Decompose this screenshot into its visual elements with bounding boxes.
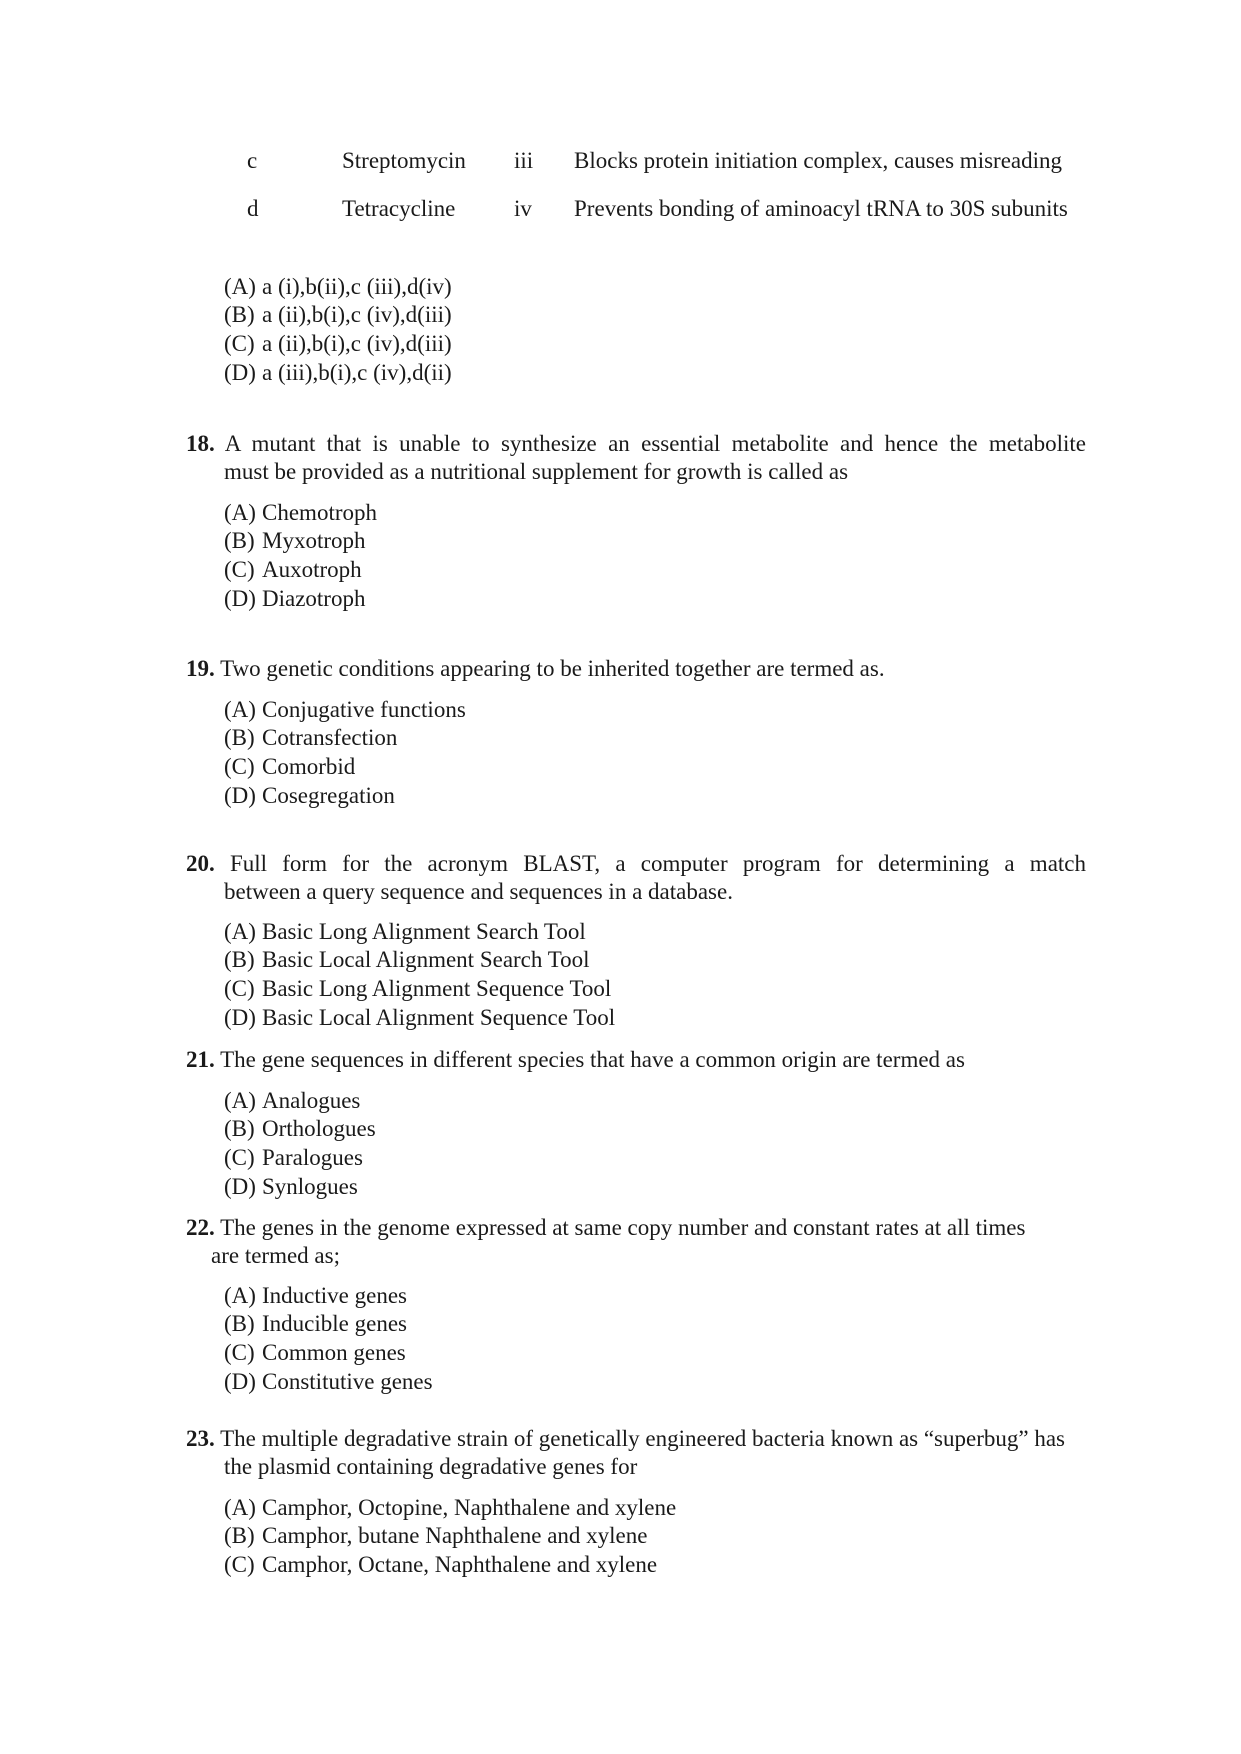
option-label: (B) [224,1523,255,1548]
match-table-row [0,196,1241,226]
option-a[interactable] [224,1495,676,1521]
option-text: a (iii),b(i),c (iv),d(ii) [262,360,452,385]
option-text: Myxotroph [262,528,366,553]
match-effect: Blocks protein initiation complex, causes misreading [574,148,1063,173]
option-label: (D) [224,360,256,385]
option-text: Auxotroph [262,557,362,582]
question-text: between a query sequence and sequences in a database. [224,879,733,904]
option-a[interactable] [224,1283,407,1309]
option-b[interactable] [224,1311,407,1337]
option-text: Diazotroph [262,586,366,611]
option-text: Basic Long Alignment Search Tool [262,919,586,944]
option-label: (C) [224,1145,255,1170]
option-a[interactable] [224,697,466,723]
option-a[interactable] [224,500,377,526]
option-label: (C) [224,1552,255,1577]
question-23 [186,1425,1136,1481]
option-label: (A) [224,274,256,299]
option-label: (A) [224,697,256,722]
match-roman: iv [514,196,532,221]
option-label: (A) [224,1088,256,1113]
question-number: 18. [186,431,215,456]
match-letter: c [247,148,258,173]
option-text: Basic Local Alignment Sequence Tool [262,1005,616,1030]
option-d[interactable] [224,1005,615,1031]
option-label: (D) [224,1369,256,1394]
option-c[interactable] [224,1340,406,1366]
option-d[interactable] [224,586,365,612]
option-text: a (i),b(ii),c (iii),d(iv) [262,274,452,299]
match-drug: Tetracycline [342,196,456,221]
option-text: Inductive genes [262,1283,407,1308]
question-18 [186,430,1086,486]
option-label: (B) [224,528,255,553]
option-text: Cosegregation [262,783,395,808]
question-text: The multiple degradative strain of genetically engineered bacteria known as “superbug” has [214,1426,1065,1451]
option-text: Camphor, Octopine, Naphthalene and xylene [262,1495,677,1520]
option-b[interactable] [224,1116,376,1142]
option-text: Common genes [262,1340,406,1365]
question-text: Two genetic conditions appearing to be inherited together are termed as. [214,656,885,681]
question-number: 23. [186,1426,215,1451]
option-text: Chemotroph [262,500,377,525]
option-label: (C) [224,1340,255,1365]
question-number: 22. [186,1215,215,1240]
question-number: 21. [186,1047,215,1072]
option-label: (B) [224,302,255,327]
option-text: Analogues [262,1088,361,1113]
option-label: (A) [224,1283,256,1308]
question-text: the plasmid containing degradative genes for [224,1454,638,1479]
option-label: (C) [224,976,255,1001]
option-a[interactable] [224,274,452,300]
option-text: Camphor, butane Naphthalene and xylene [262,1523,648,1548]
option-label: (A) [224,919,256,944]
question-line [186,1426,1065,1451]
option-text: Basic Long Alignment Sequence Tool [262,976,612,1001]
option-b[interactable] [224,725,397,751]
option-a[interactable] [224,919,586,945]
option-text: Basic Local Alignment Search Tool [262,947,590,972]
option-b[interactable] [224,302,452,328]
question-number: 19. [186,656,215,681]
option-label: (D) [224,1005,256,1030]
match-roman: iii [514,148,534,173]
option-label: (B) [224,725,255,750]
option-label: (D) [224,1174,256,1199]
option-text: Orthologues [262,1116,376,1141]
option-text: Cotransfection [262,725,398,750]
option-d[interactable] [224,360,452,386]
option-label: (A) [224,500,256,525]
option-text: a (ii),b(i),c (iv),d(iii) [262,331,452,356]
option-d[interactable] [224,1369,433,1395]
question-22 [186,1214,1086,1270]
option-c[interactable] [224,1552,657,1578]
match-drug: Streptomycin [342,148,466,173]
question-20 [186,850,1086,906]
option-label: (C) [224,754,255,779]
match-table-row [0,148,1241,178]
option-b[interactable] [224,1523,647,1549]
option-label: (A) [224,1495,256,1520]
question-text: The gene sequences in different species that have a common origin are termed as [214,1047,965,1072]
question-line [186,430,1086,458]
option-label: (B) [224,1311,255,1336]
question-text: The genes in the genome expressed at same copy number and constant rates at all times [214,1215,1026,1240]
option-c[interactable] [224,1145,363,1171]
option-c[interactable] [224,976,611,1002]
question-line [186,1215,1025,1240]
option-label: (D) [224,783,256,808]
option-label: (D) [224,586,256,611]
match-effect: Prevents bonding of aminoacyl tRNA to 30S subunits [574,196,1068,221]
match-letter: d [247,196,259,221]
option-text: Inducible genes [262,1311,407,1336]
question-number: 20. [186,851,215,876]
option-label: (C) [224,331,255,356]
question-21 [186,1046,1086,1074]
option-text: Synlogues [262,1174,358,1199]
option-b[interactable] [224,947,590,973]
question-text: Full form for the acronym BLAST, a computer program for determining a match [214,851,1086,876]
question-text: must be provided as a nutritional supplement for growth is called as [224,459,849,484]
question-line [186,850,1086,878]
question-text: are termed as; [211,1243,340,1268]
option-a[interactable] [224,1088,360,1114]
option-text: Comorbid [262,754,356,779]
question-line [186,656,885,681]
option-text: a (ii),b(i),c (iv),d(iii) [262,302,452,327]
option-text: Camphor, Octane, Naphthalene and xylene [262,1552,658,1577]
option-c[interactable] [224,557,362,583]
question-19 [186,655,1086,683]
option-label: (B) [224,947,255,972]
option-d[interactable] [224,1174,358,1200]
question-line [186,1047,965,1072]
option-text: Paralogues [262,1145,363,1170]
option-d[interactable] [224,783,395,809]
option-text: Constitutive genes [262,1369,433,1394]
option-c[interactable] [224,331,452,357]
option-label: (C) [224,557,255,582]
option-text: Conjugative functions [262,697,466,722]
question-text: A mutant that is unable to synthesize an essential metabolite and hence the metabolite [214,431,1086,456]
option-b[interactable] [224,528,366,554]
option-label: (B) [224,1116,255,1141]
option-c[interactable] [224,754,355,780]
